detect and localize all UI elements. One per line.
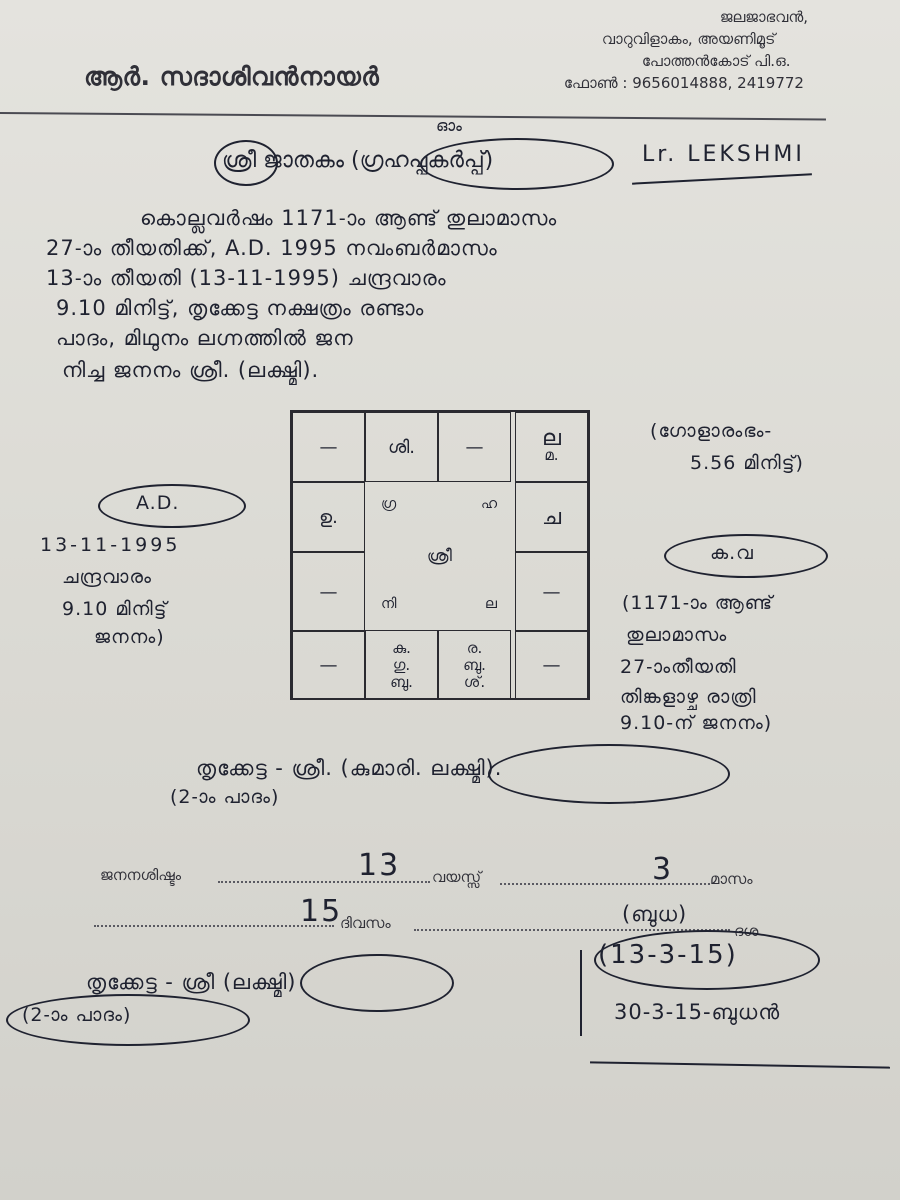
chart-cell-right-1: ച [515,482,588,552]
body-line-1: കൊല്ലവർഷം 1171-ാം ആണ്ട് തുലാമാസം [140,206,558,230]
address-line-3: പോത്തൻകോട് പി.ഒ. [641,52,791,70]
chart-planet-5: ബു. [463,655,486,674]
chart-center-mid: ശ്രീ [427,546,452,565]
star-name-circle [488,744,730,804]
chart-center-br: ല [485,596,497,612]
vayas-label: വയസ്സ് [432,868,482,886]
dasha-period-circle [594,930,820,990]
chart-cell-top-4 [515,412,588,482]
page-heading: ശ്രീ ജാതകം (ഗ്രഹപ്പകർപ്പ്) [222,148,494,173]
phone-number: ഫോൺ : 9656014888, 2419772 [563,74,804,92]
dasha-value: (ബുധ) [622,902,688,926]
dasha-period-2: 30-3-15-ബുധൻ [614,1000,781,1024]
me-line-4: തിങ്കളാഴ്ച രാത്രി [620,686,757,708]
me-line-2: തുലാമാസം [626,624,728,646]
chart-cell-bottom-1: — [292,630,365,700]
header-divider [0,112,826,120]
bracket-bottom [590,1061,890,1068]
days-dotline [94,924,334,927]
days-value: 15 [300,894,343,929]
chart-cell-left-2: — [292,552,365,632]
chart-center-tl: ഗ്ര [381,496,397,512]
divasam-label: ദിവസം [340,914,391,932]
bottom-pada: (2-ാം പാദം) [22,1004,132,1026]
bottom-star: തൃക്കേട്ട - ശ്രീ (ലക്ഷ്മി) [86,970,297,994]
body-line-5: പാദം, മിഥുനം ലഗ്നത്തിൽ ജന [56,326,354,350]
body-line-6: നിച്ച ജനനം ശ്രീ. (ലക്ഷ്മി). [62,358,320,382]
name-underline [632,173,812,184]
me-line-3: 27-ാംതീയതി [620,656,737,678]
me-line-1: (1171-ാം ആണ്ട് [622,592,774,614]
star-line: തൃക്കേട്ട - ശ്രീ. (കുമാരി. ലക്ഷ്മി). [196,756,503,780]
body-line-4: 9.10 മിനിട്ട്, തൃക്കേട്ട നക്ഷത്രം രണ്ടാം [56,296,425,320]
om-symbol: ഓം [436,116,462,135]
chart-cell-bottom-4: — [515,630,588,700]
dasha-period-1: (13-3-15) [598,940,738,970]
subject-name: Lr. LEKSHMI [642,142,805,167]
months-value: 3 [652,852,674,887]
chart-cell-bottom-2 [365,630,438,700]
ad-date: 13-11-1995 [40,534,181,556]
janana-shishtam-label: ജനനശിഷ്ടം [100,866,182,884]
note-gola-1: (ഗോളാരംഭം- [650,420,773,442]
chart-center [365,482,519,632]
note-gola-2: 5.56 മിനിട്ട്) [690,452,804,474]
years-value: 13 [358,848,401,883]
address-line-1: ജലജാഭവൻ, [719,8,808,26]
address-line-2: വാറുവിളാകം, അയണിമൂട് [601,30,776,48]
bottom-pada-circle [6,994,250,1046]
ad-janana: ജനനം) [94,626,165,648]
chart-planet-3: ബു. [390,672,413,691]
ad-label: A.D. [136,492,180,514]
bracket-vertical [580,950,582,1036]
dasha-label: ദശ [734,922,759,940]
letterhead-name: ആർ. സദാശിവൻനായർ [84,62,380,91]
ad-time: 9.10 മിനിട്ട് [62,598,168,620]
chart-lagna-sub: മ. [544,446,559,464]
bottom-name-circle [300,954,454,1012]
chart-planet-4: ര. [466,638,483,657]
horoscope-chart [290,410,590,700]
me-line-5: 9.10-ന് ജനനം) [620,712,773,734]
me-label: ക.വ [710,542,754,564]
masam-label: മാസം [710,870,753,888]
months-dotline [500,882,710,885]
chart-cell-top-3: — [438,412,511,482]
chart-center-bl: നി [381,596,397,612]
chart-center-tr: ഹ [480,496,497,512]
chart-cell-top-1: — [292,412,365,482]
star-pada: (2-ാം പാദം) [170,786,280,808]
body-line-3: 13-ാം തീയതി (13-11-1995) ചന്ദ്രവാരം [46,266,447,290]
chart-cell-right-2: — [515,552,588,632]
chart-planet-6: ശ്. [463,672,486,691]
chart-cell-top-2: ശി. [365,412,438,482]
chart-cell-left-1: ഉ. [292,482,365,552]
chart-lagna: ല [542,426,561,451]
chart-cell-bottom-3 [438,630,511,700]
letterhead-address [563,6,808,94]
chart-planet-1: കു. [392,638,411,657]
body-line-2: 27-ാം തീയതിക്ക്, A.D. 1995 നവംബർമാസം [46,236,498,260]
ad-day: ചന്ദ്രവാരം [62,566,152,588]
chart-planet-2: ഗു. [392,655,411,674]
